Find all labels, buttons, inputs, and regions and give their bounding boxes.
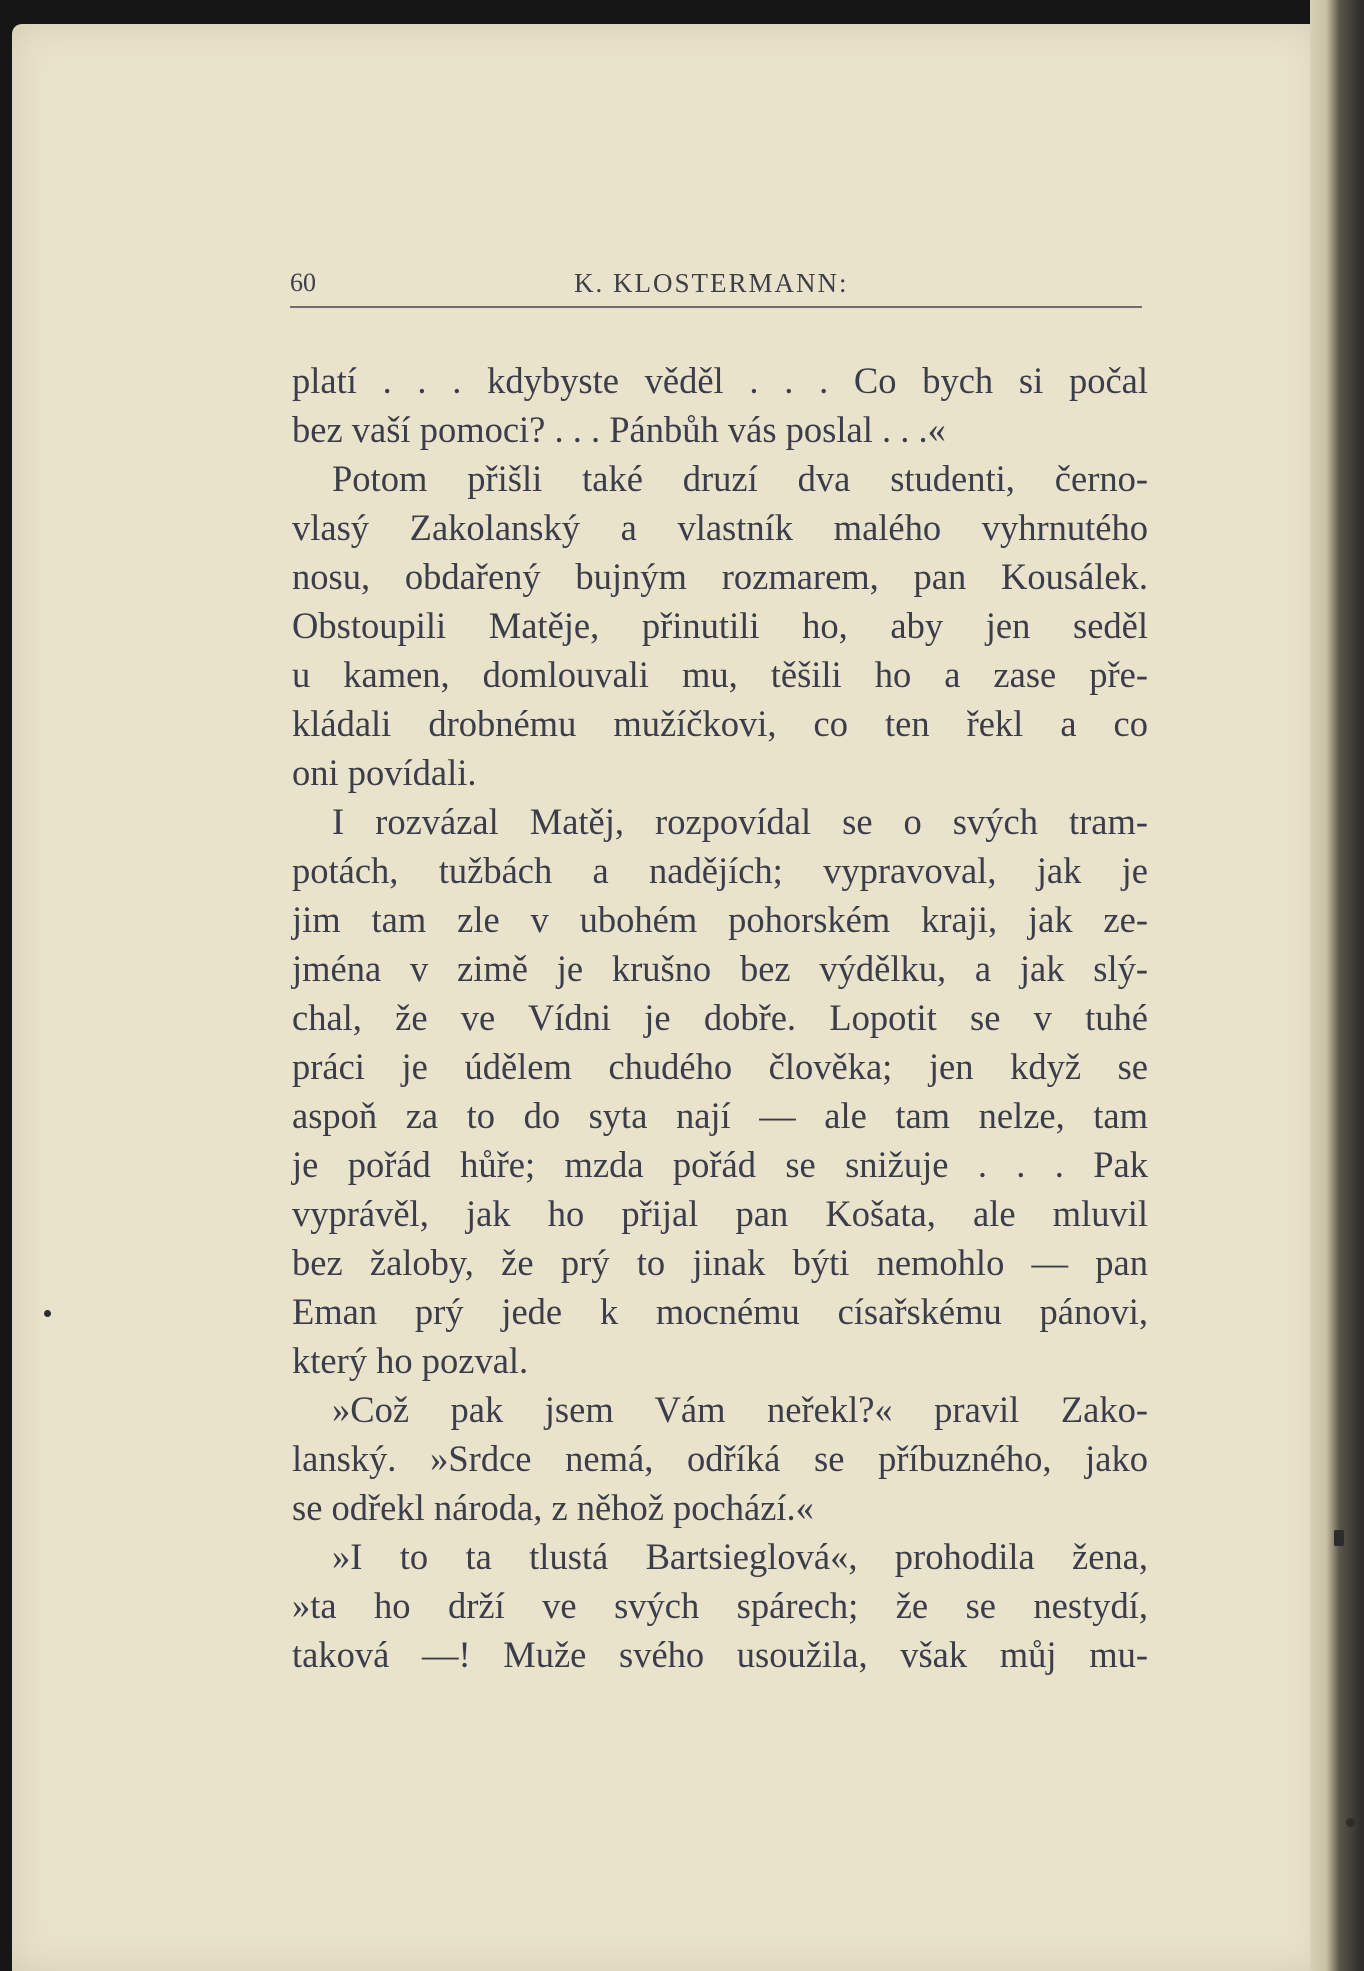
text-line: kládali drobnému mužíčkovi, co ten řekl a co [292, 703, 1148, 744]
text-line: u kamen, domlouvali mu, těšili ho a zase pře- [292, 654, 1148, 695]
text-line: »I to ta tlustá Bartsieglová«, prohodila žena, [332, 1536, 1148, 1577]
page-number: 60 [290, 268, 316, 297]
book-spine-edge [1310, 0, 1364, 1971]
text-line: bez žaloby, že prý to jinak býti nemohlo — pan [292, 1242, 1148, 1283]
text-line: potách, tužbách a nadějích; vypravoval, jak je [292, 850, 1148, 891]
dust-speck [44, 1310, 51, 1317]
text-line: vyprávěl, jak ho přijal pan Košata, ale mluvil [292, 1193, 1148, 1234]
body-text [292, 356, 1148, 1679]
text-line: chal, že ve Vídni je dobře. Lopotit se v tuhé [292, 997, 1148, 1038]
dust-speck [1346, 1818, 1355, 1827]
text-line: platí . . . kdybyste věděl . . . Co bych si počal [292, 360, 1148, 401]
text-line: lanský. »Srdce nemá, odříká se příbuzného, jako [292, 1438, 1148, 1479]
text-line: nosu, obdařený bujným rozmarem, pan Kousálek. [292, 556, 1148, 597]
running-title: K. KLOSTERMANN: [574, 268, 849, 298]
text-line: taková —! Muže svého usoužila, však můj mu- [292, 1634, 1148, 1675]
text-line: vlasý Zakolanský a vlastník malého vyhrnutého [292, 507, 1148, 548]
text-line: bez vaší pomoci? . . . Pánbůh vás poslal . . .« [292, 409, 946, 450]
text-line: se odřekl národa, z něhož pochází.« [292, 1487, 814, 1528]
text-line: Eman prý jede k mocnému císařskému pánovi, [292, 1291, 1148, 1332]
dust-speck [1334, 1530, 1344, 1546]
text-line: jména v zimě je krušno bez výdělku, a jak slý- [292, 948, 1148, 989]
text-line: I rozvázal Matěj, rozpovídal se o svých tram- [332, 801, 1148, 842]
text-line: oni povídali. [292, 752, 477, 793]
text-line: jim tam zle v ubohém pohorském kraji, jak ze- [292, 899, 1148, 940]
text-line: který ho pozval. [292, 1340, 529, 1381]
text-line: aspoň za to do syta nají — ale tam nelze, tam [292, 1095, 1148, 1136]
text-line: práci je údělem chudého člověka; jen když se [292, 1046, 1148, 1087]
text-line: »ta ho drží ve svých spárech; že se nestydí, [292, 1585, 1148, 1626]
text-line: »Což pak jsem Vám neřekl?« pravil Zako- [332, 1389, 1148, 1430]
text-line: je pořád hůře; mzda pořád se snižuje . . . Pak [292, 1144, 1148, 1185]
text-line: Obstoupili Matěje, přinutili ho, aby jen seděl [292, 605, 1148, 646]
text-line: Potom přišli také druzí dva studenti, černo- [332, 458, 1148, 499]
header-rule [290, 306, 1142, 308]
